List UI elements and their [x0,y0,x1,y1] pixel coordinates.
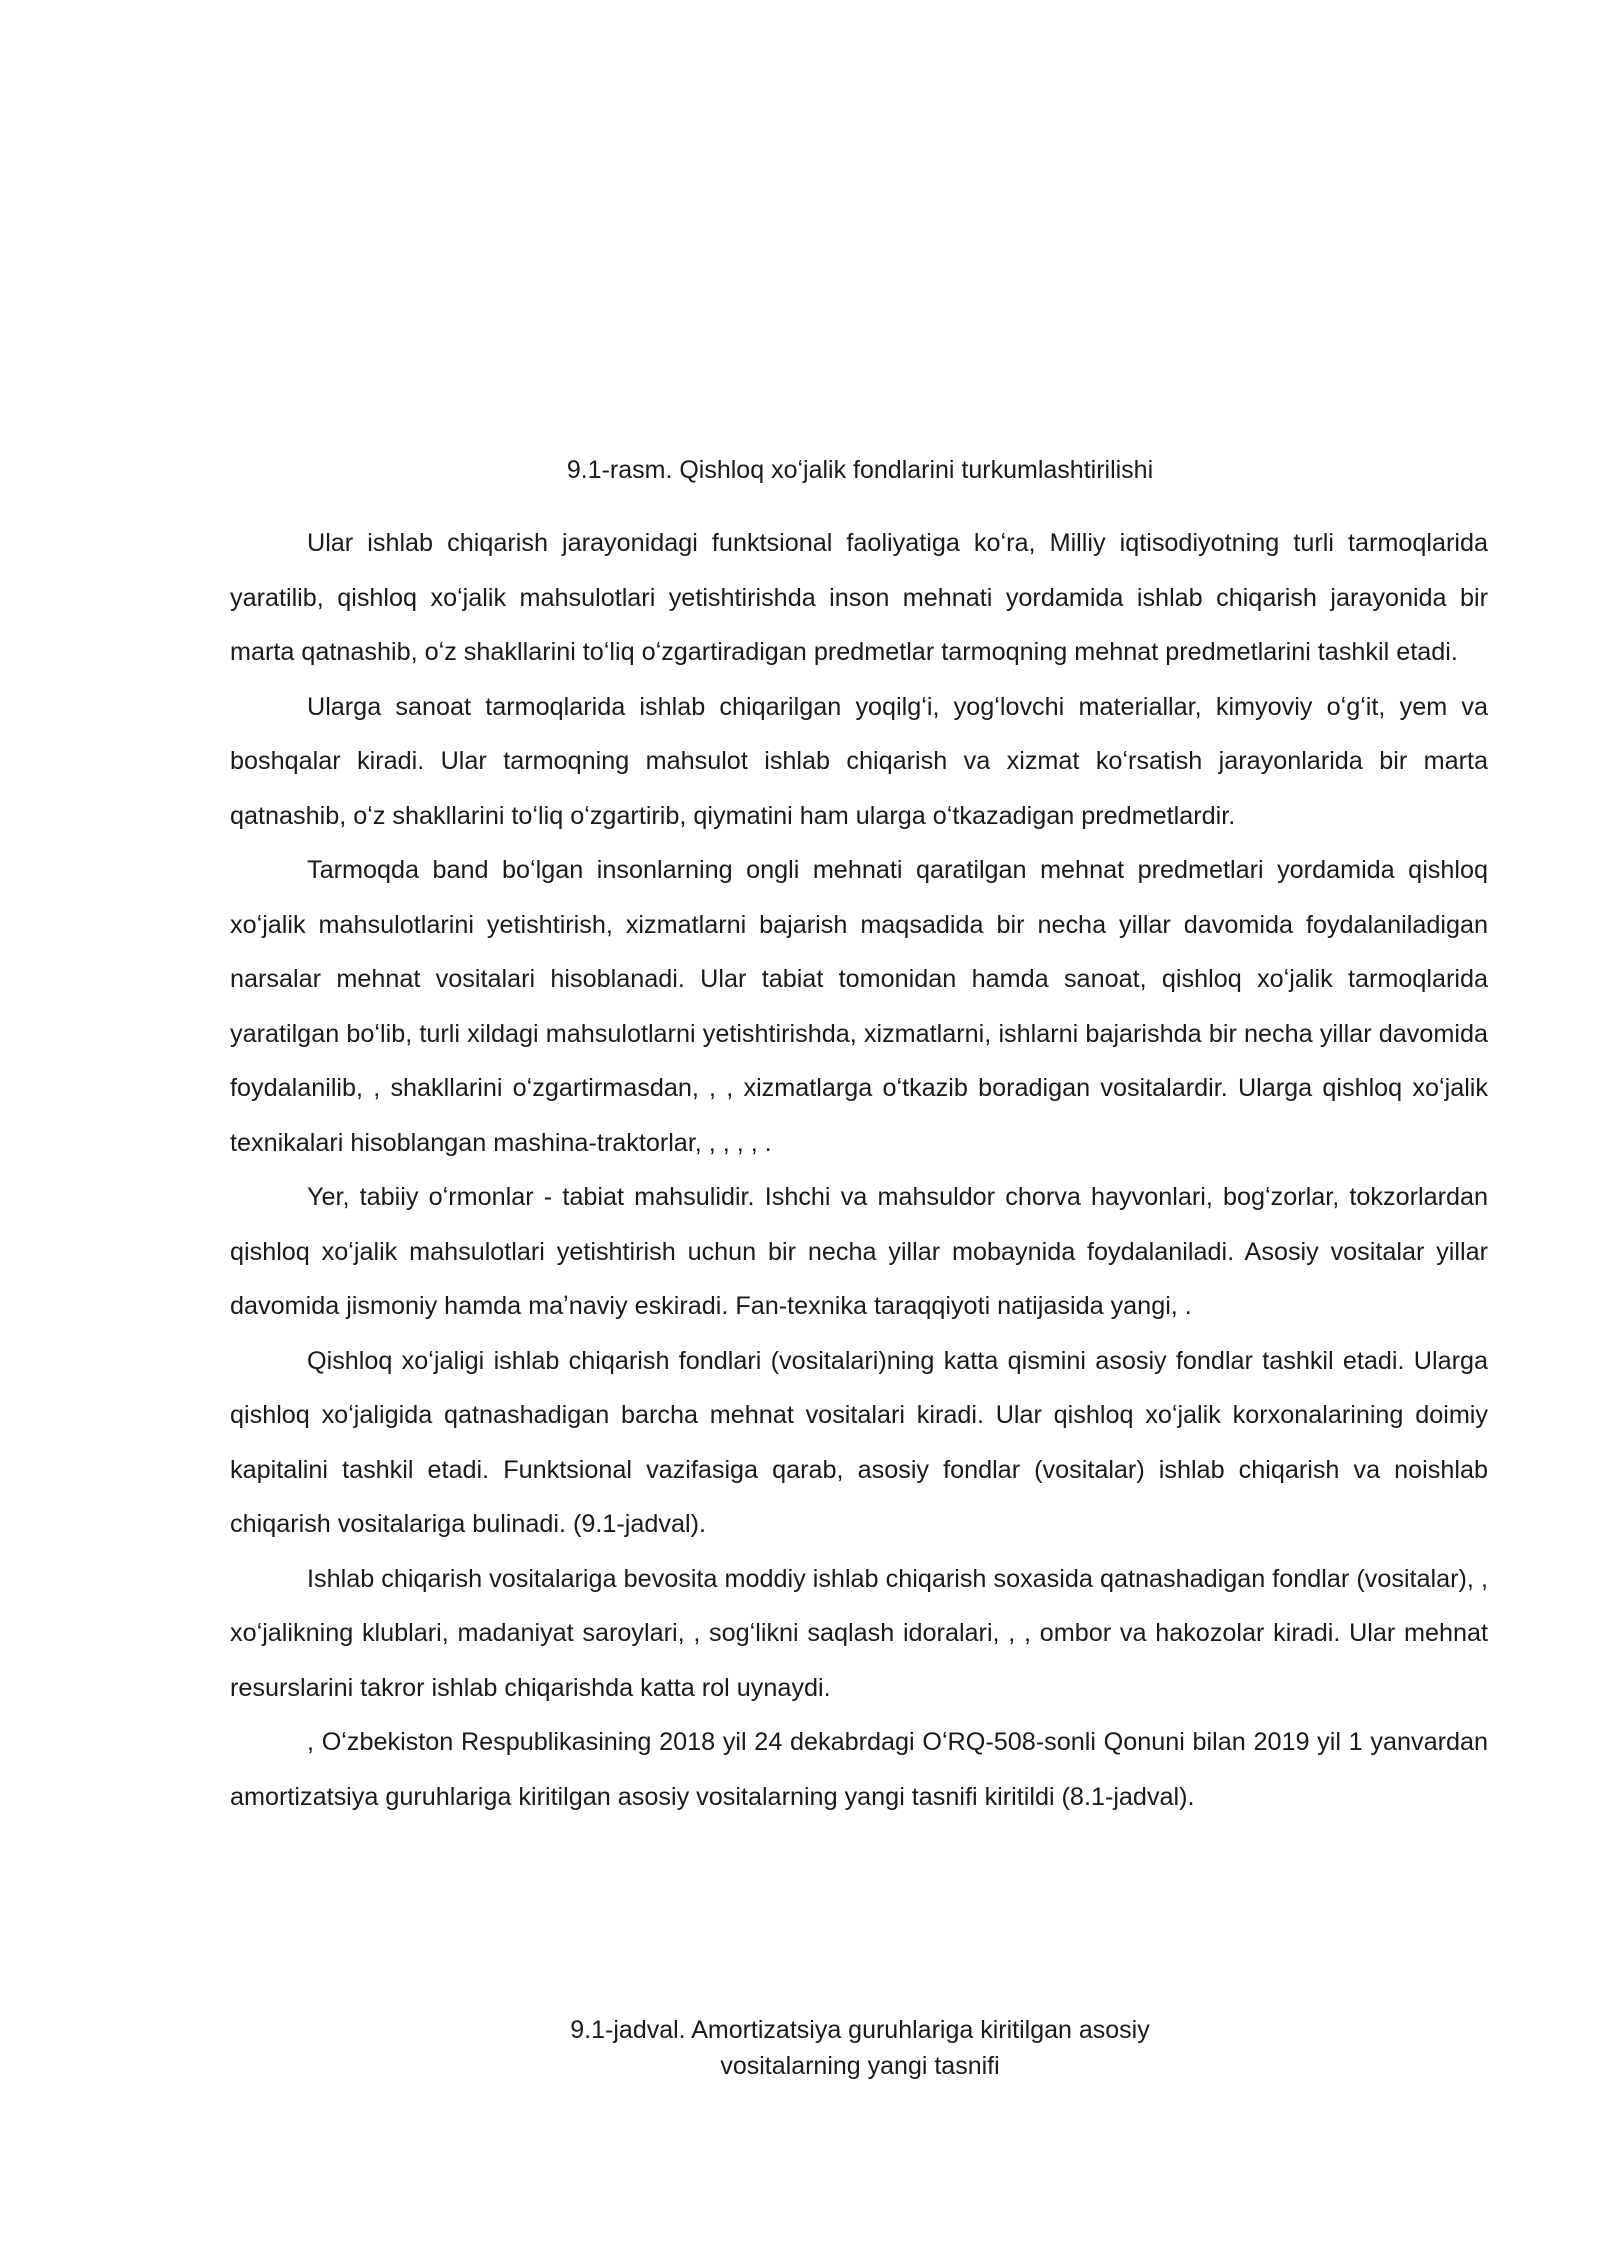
table-caption [230,2012,1490,2084]
paragraph-1: Ular ishlab chiqarish jarayonidagi funktsional faoliyatiga koʻra, Milliy iqtisodiyotning turli tarmoqlarida yaratilib, qishloq xoʻjalik mahsulotlari yetishtirishda inson mehnati yordamida ishlab chiqarish jarayonida bir marta qatnashib, oʻz shakllarini toʻliq oʻzgartiradigan predmetlar tarmoqning mehnat predmetlarini tashkil etadi. [230,529,1488,666]
paragraph-5: Qishloq xoʻjaligi ishlab chiqarish fondlari (vositalari)ning katta qismini asosiy fondlar tashkil etadi. Ularga qishloq xoʻjaligida qatnashadigan barcha mehnat vositalari kiradi. Ular qishloq xoʻjalik korxonalarining doimiy kapitalini tashkil etadi. Funktsional vazifasiga qarab, asosiy fondlar (vositalar) ishlab chiqarish va noishlab chiqarish vositalariga bulinadi. (9.1-jadval). [230,1346,1488,1538]
paragraph-4: Yer, tabiiy oʻrmonlar - tabiat mahsulidir. Ishchi va mahsuldor chorva hayvonlari, bogʻzorlar, tokzorlardan qishloq xoʻjalik mahsulotlari yetishtirish uchun bir necha yillar mobaynida foydalaniladi. Asosiy vositalar yillar davomida jismoniy hamda maʼnaviy eskiradi. Fan-texnika taraqqiyoti natijasida yangi, . [230,1183,1488,1320]
paragraph-3: Tarmoqda band boʻlgan insonlarning ongli mehnati qaratilgan mehnat predmetlari yordamida qishloq xoʻjalik mahsulotlarini yetishtirish, xizmatlarni bajarish maqsadida bir necha yillar davomida foydalaniladigan narsalar mehnat vositalari hisoblanadi. Ular tabiat tomonidan hamda sanoat, qishloq xoʻjalik tarmoqlarida yaratilgan boʻlib, turli xildagi mahsulotlarni yetishtirishda, xizmatlarni, ishlarni bajarishda bir necha yillar davomida foydalanilib, , shakllarini oʻzgartirmasdan, , , xizmatlarga oʻtkazib boradigan vositalardir. Ularga qishloq xoʻjalik texnikalari hisoblangan mashina-traktorlar, , , , , . [230,856,1488,1157]
figure-caption: 9.1-rasm. Qishloq xoʻjalik fondlarini turkumlashtirilishi [566,456,1154,484]
table-caption-line-1: 9.1-jadval. Amortizatsiya guruhlariga kiritilgan asosiy [570,2016,1150,2044]
paragraph-7: , Oʻzbekiston Respublikasining 2018 yil 24 dekabrdagi OʻRQ-508-sonli Qonuni bilan 2019 yil 1 yanvardan amortizatsiya guruhlariga kiritilgan asosiy vositalarning yangi tasnifi kiritildi (8.1-jadval). [230,1728,1488,1811]
paragraph-2: Ularga sanoat tarmoqlarida ishlab chiqarilgan yoqilgʻi, yogʻlovchi materiallar, kimyoviy oʻgʻit, yem va boshqalar kiradi. Ular tarmoqning mahsulot ishlab chiqarish va xizmat koʻrsatish jarayonlarida bir marta qatnashib, oʻz shakllarini toʻliq oʻzgartirib, qiymatini ham ularga oʻtkazadigan predmetlardir. [230,692,1488,830]
body-text [230,516,1488,1824]
paragraph-6: Ishlab chiqarish vositalariga bevosita moddiy ishlab chiqarish soxasida qatnashadigan fondlar (vositalar), , xoʻjalikning klublari, madaniyat saroylari, , sogʻlikni saqlash idoralari, , , ombor va hakozolar kiradi. Ular mehnat resurslarini takror ishlab chiqarishda katta rol uynaydi. [230,1564,1488,1702]
table-caption-line-2: vositalarning yangi tasnifi [720,2052,1000,2080]
